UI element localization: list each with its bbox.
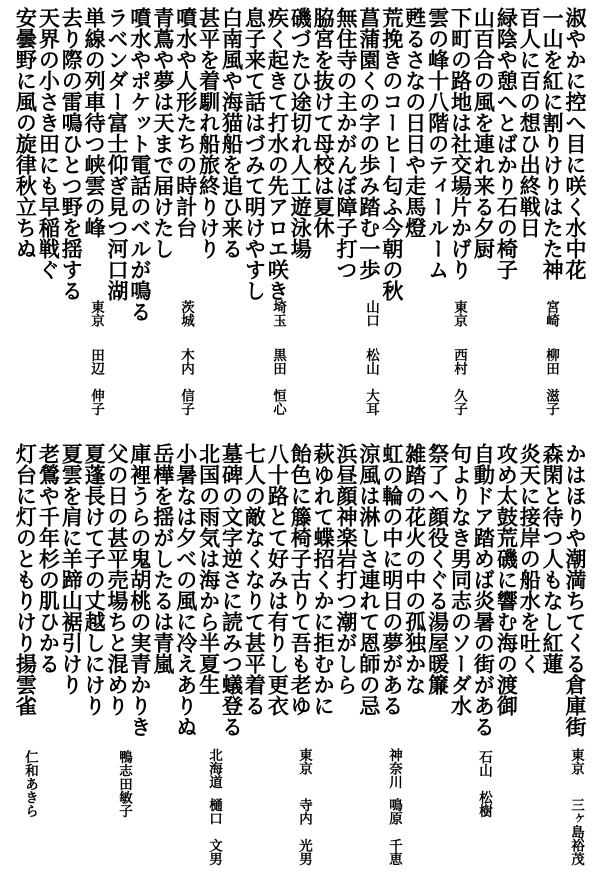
author-prefecture: 北海道 bbox=[206, 748, 222, 789]
haiku-line: 岳樺を揺がしたるは青嵐 bbox=[150, 443, 176, 674]
author-name: 柳田 滋子 bbox=[543, 348, 559, 416]
haiku-line: 磯づたひ途切れ人工遊泳場 bbox=[288, 7, 314, 259]
haiku-line: 安曇野に風の旋律秋立ちぬ bbox=[13, 7, 39, 259]
haiku-line: 下町の路地は社交場片かげり bbox=[448, 7, 474, 280]
author-name: 石山 松樹 bbox=[476, 750, 492, 818]
haiku-line: 淑やかに控へ目に咲く水中花 bbox=[563, 7, 588, 280]
haiku-line: 雑踏の花火の中の孤独かな bbox=[402, 443, 428, 695]
haiku-line: 老鶯や千年杉の肌ひかる bbox=[36, 443, 62, 674]
haiku-line: 夏雲を肩に羊蹄山裾引けり bbox=[59, 443, 85, 695]
haiku-line: 父の日の甚平売場ちと混めり bbox=[105, 443, 130, 716]
haiku-line: 攻め太鼓荒磯に響む海の渡御 bbox=[494, 443, 520, 716]
haiku-line: 荒挽きのコーヒー匂ふ今朝の秋 bbox=[379, 7, 405, 301]
haiku-line: 甦るさなの日日や走馬燈 bbox=[402, 7, 428, 238]
haiku-line: 墓碑の文字逆さに読みつ蟻登る bbox=[219, 443, 245, 737]
haiku-line: 息子来て話はづみて明けやすし bbox=[242, 7, 268, 301]
haiku-line: 単線の列車待つ峡雲の峰 bbox=[82, 7, 108, 238]
haiku-line: 森閑と待つ人もなし紅蓮 bbox=[540, 443, 566, 674]
author-prefecture: 東京 bbox=[568, 748, 584, 775]
haiku-line: 北国の雨気は海から半夏生 bbox=[196, 443, 222, 695]
haiku-line: 浜昼顔神楽岩打つ潮がしら bbox=[334, 443, 359, 695]
haiku-line: 噴水やポケット電話のベルが鳴る bbox=[127, 7, 153, 322]
author-prefecture: 茨城 bbox=[178, 300, 194, 327]
haiku-line: 七人の敵なくなりて甚平着る bbox=[242, 443, 268, 716]
haiku-line: ラベンダー富士仰ぎ見つ河口湖 bbox=[105, 7, 130, 301]
author-prefecture: 東京 bbox=[296, 748, 312, 775]
author-name: 松山 大耳 bbox=[363, 348, 379, 416]
author-prefecture: 山口 bbox=[363, 300, 379, 327]
haiku-line: 青蔦や夢は天まで届けたし bbox=[150, 7, 176, 259]
haiku-line: 山百合の風を連れ来る夕厨 bbox=[471, 7, 497, 259]
haiku-line: 祭了へ顔役くぐる湯屋暖簾 bbox=[425, 443, 451, 695]
author-name: 樋口 文男 bbox=[206, 798, 222, 866]
haiku-line: 灯台に灯のともりけり揚雲雀 bbox=[13, 443, 39, 716]
author-name: 田辺 伸子 bbox=[88, 348, 104, 416]
haiku-line: 自動ドア踏めば炎暑の街がある bbox=[471, 443, 497, 737]
haiku-line: 萩ゆれて蝶招くかに拒むかに bbox=[311, 443, 337, 716]
haiku-line: 夏蓬長けて子の丈越しにけり bbox=[82, 443, 108, 716]
haiku-line: 庫裡うらの鬼胡桃の実青かりき bbox=[127, 443, 153, 737]
haiku-line: 脇宮を抜けて母校は夏休 bbox=[311, 7, 337, 238]
author-prefecture: 神奈川 bbox=[386, 748, 402, 789]
author-name: 仁和あきら bbox=[22, 750, 38, 818]
author-prefecture: 東京 bbox=[88, 300, 104, 327]
haiku-line: 菖蒲園くの字の歩み踏む一歩 bbox=[356, 7, 382, 280]
haiku-line: 百人に百の想ひ出終戦日 bbox=[517, 7, 543, 238]
haiku-line: 句よりなき男同志のソーダ水 bbox=[448, 443, 474, 716]
author-name: 寺内 光男 bbox=[296, 798, 312, 866]
haiku-line: 小暑なは夕べの風に冷えありぬ bbox=[173, 443, 199, 737]
haiku-line: 八十路とて好みは有りし更衣 bbox=[265, 443, 291, 716]
author-prefecture: 東京 bbox=[451, 300, 467, 327]
haiku-line: 涼風は淋しさ連れて恩師の忌 bbox=[356, 443, 382, 716]
author-name: 三ヶ島裕茂 bbox=[568, 798, 584, 866]
haiku-line: 一山を紅に割りけりはたた神 bbox=[540, 7, 566, 280]
author-name: 鳴原 千恵 bbox=[386, 798, 402, 866]
author-name: 西村 久子 bbox=[451, 348, 467, 416]
haiku-line: 無住寺の主かがんぼ障子打つ bbox=[334, 7, 359, 280]
haiku-line: 飴色に籐椅子古りて吾も老ゆ bbox=[288, 443, 314, 716]
author-prefecture: 埼玉 bbox=[270, 300, 286, 327]
author-name: 鴨志田敏子 bbox=[116, 750, 132, 818]
haiku-line: 去り際の雷鳴ひとつ野を揺する bbox=[59, 7, 85, 301]
haiku-line: 炎天に接岸の船水を吐く bbox=[517, 443, 543, 674]
haiku-line: 虹の輪の中に明日の夢がある bbox=[379, 443, 405, 716]
haiku-line: 疾く起きて打水の先アロエ咲き bbox=[265, 7, 291, 301]
haiku-line: 白南風や海猫船を追ひ来る bbox=[219, 7, 245, 259]
haiku-line: 緑陰や憩へとばかり石の椅子 bbox=[494, 7, 520, 280]
haiku-line: かはほりや潮満ちてくる倉庫街 bbox=[563, 443, 588, 737]
haiku-line: 噴水や人形たちの時計台 bbox=[173, 7, 199, 238]
haiku-line: 雲の峰十八階のティールーム bbox=[425, 7, 451, 280]
author-name: 黒田 恒心 bbox=[270, 348, 286, 416]
author-name: 木内 信子 bbox=[178, 348, 194, 416]
haiku-line: 甚平を着馴れ船旅終りけり bbox=[196, 7, 222, 259]
haiku-line: 天界の小さき田にも早稲戦ぐ bbox=[36, 7, 62, 280]
author-prefecture: 宮崎 bbox=[543, 300, 559, 327]
